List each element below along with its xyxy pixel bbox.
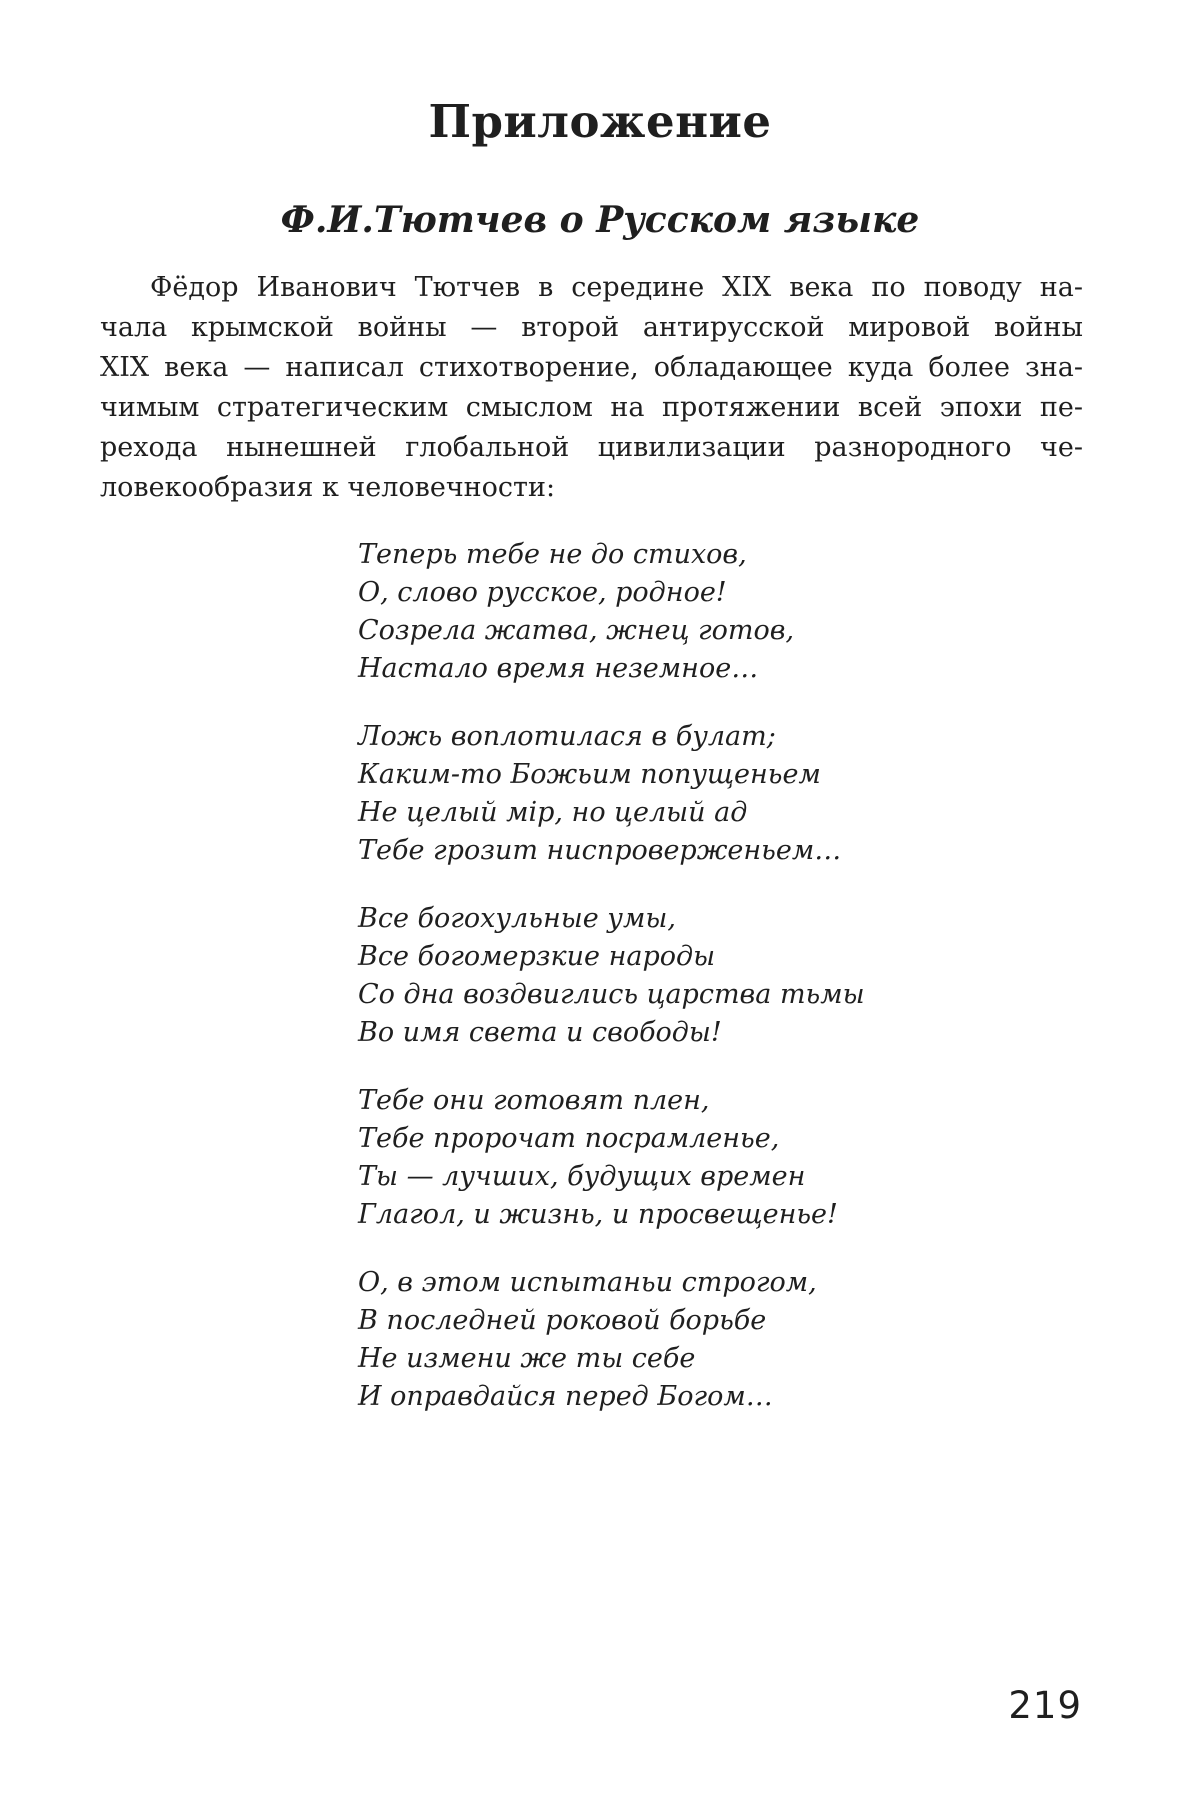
poem-line: В последней роковой борьбе (358, 1305, 767, 1336)
intro-line: рехода нынешней глобальной цивилизации разнородного че- (100, 432, 1083, 463)
poem-line: Тебе пророчат посрамленье, (358, 1123, 780, 1154)
poem-line: Глагол, и жизнь, и просвещенье! (358, 1199, 838, 1230)
poem-line: Со дна воздвиглись царства тьмы (358, 979, 865, 1010)
poem (358, 536, 1058, 1446)
poem-line: О, в этом испытаньи строгом, (358, 1267, 817, 1298)
poem-line: Настало время неземное… (358, 653, 759, 684)
poem-line: Тебе они готовят плен, (358, 1085, 710, 1116)
poem-line: Ложь воплотилася в булат; (358, 721, 776, 752)
poem-line: Все богохульные умы, (358, 903, 676, 934)
poem-line: Тебе грозит ниспроверженьем… (358, 835, 842, 866)
intro-line: ловекообразия к человечности: (100, 472, 556, 503)
poem-line: Созрела жатва, жнец готов, (358, 615, 795, 646)
intro-line: Фёдор Иванович Тютчев в середине XIX века по поводу на- (150, 272, 1083, 303)
intro-line: XIX века — написал стихотворение, обладающее куда более зна- (100, 352, 1083, 383)
poem-line: И оправдайся перед Богом… (358, 1381, 773, 1412)
intro-paragraph (100, 268, 1083, 508)
poem-line: Все богомерзкие народы (358, 941, 716, 972)
section-title: Ф.И.Тютчев о Русском языке (280, 199, 920, 241)
poem-stanza (358, 900, 1058, 1052)
poem-line: Ты — лучших, будущих времен (358, 1161, 806, 1192)
poem-line: Каким-то Божьим попущеньем (358, 759, 821, 790)
poem-line: О, слово русское, родное! (358, 577, 727, 608)
intro-line: чала крымской войны — второй антирусской мировой войны (100, 312, 1083, 343)
poem-stanza (358, 718, 1058, 870)
poem-stanza (358, 1082, 1058, 1234)
poem-line: Не целый мір, но целый ад (358, 797, 748, 828)
poem-line: Теперь тебе не до стихов, (358, 539, 747, 570)
poem-stanza (358, 1264, 1058, 1416)
intro-line: чимым стратегическим смыслом на протяжении всей эпохи пе- (100, 392, 1083, 423)
poem-stanza (358, 536, 1058, 688)
page-number: 219 (1008, 1684, 1082, 1727)
poem-line: Во имя света и свободы! (358, 1017, 722, 1048)
poem-line: Не измени же ты себе (358, 1343, 696, 1374)
chapter-title: Приложение (428, 95, 772, 148)
